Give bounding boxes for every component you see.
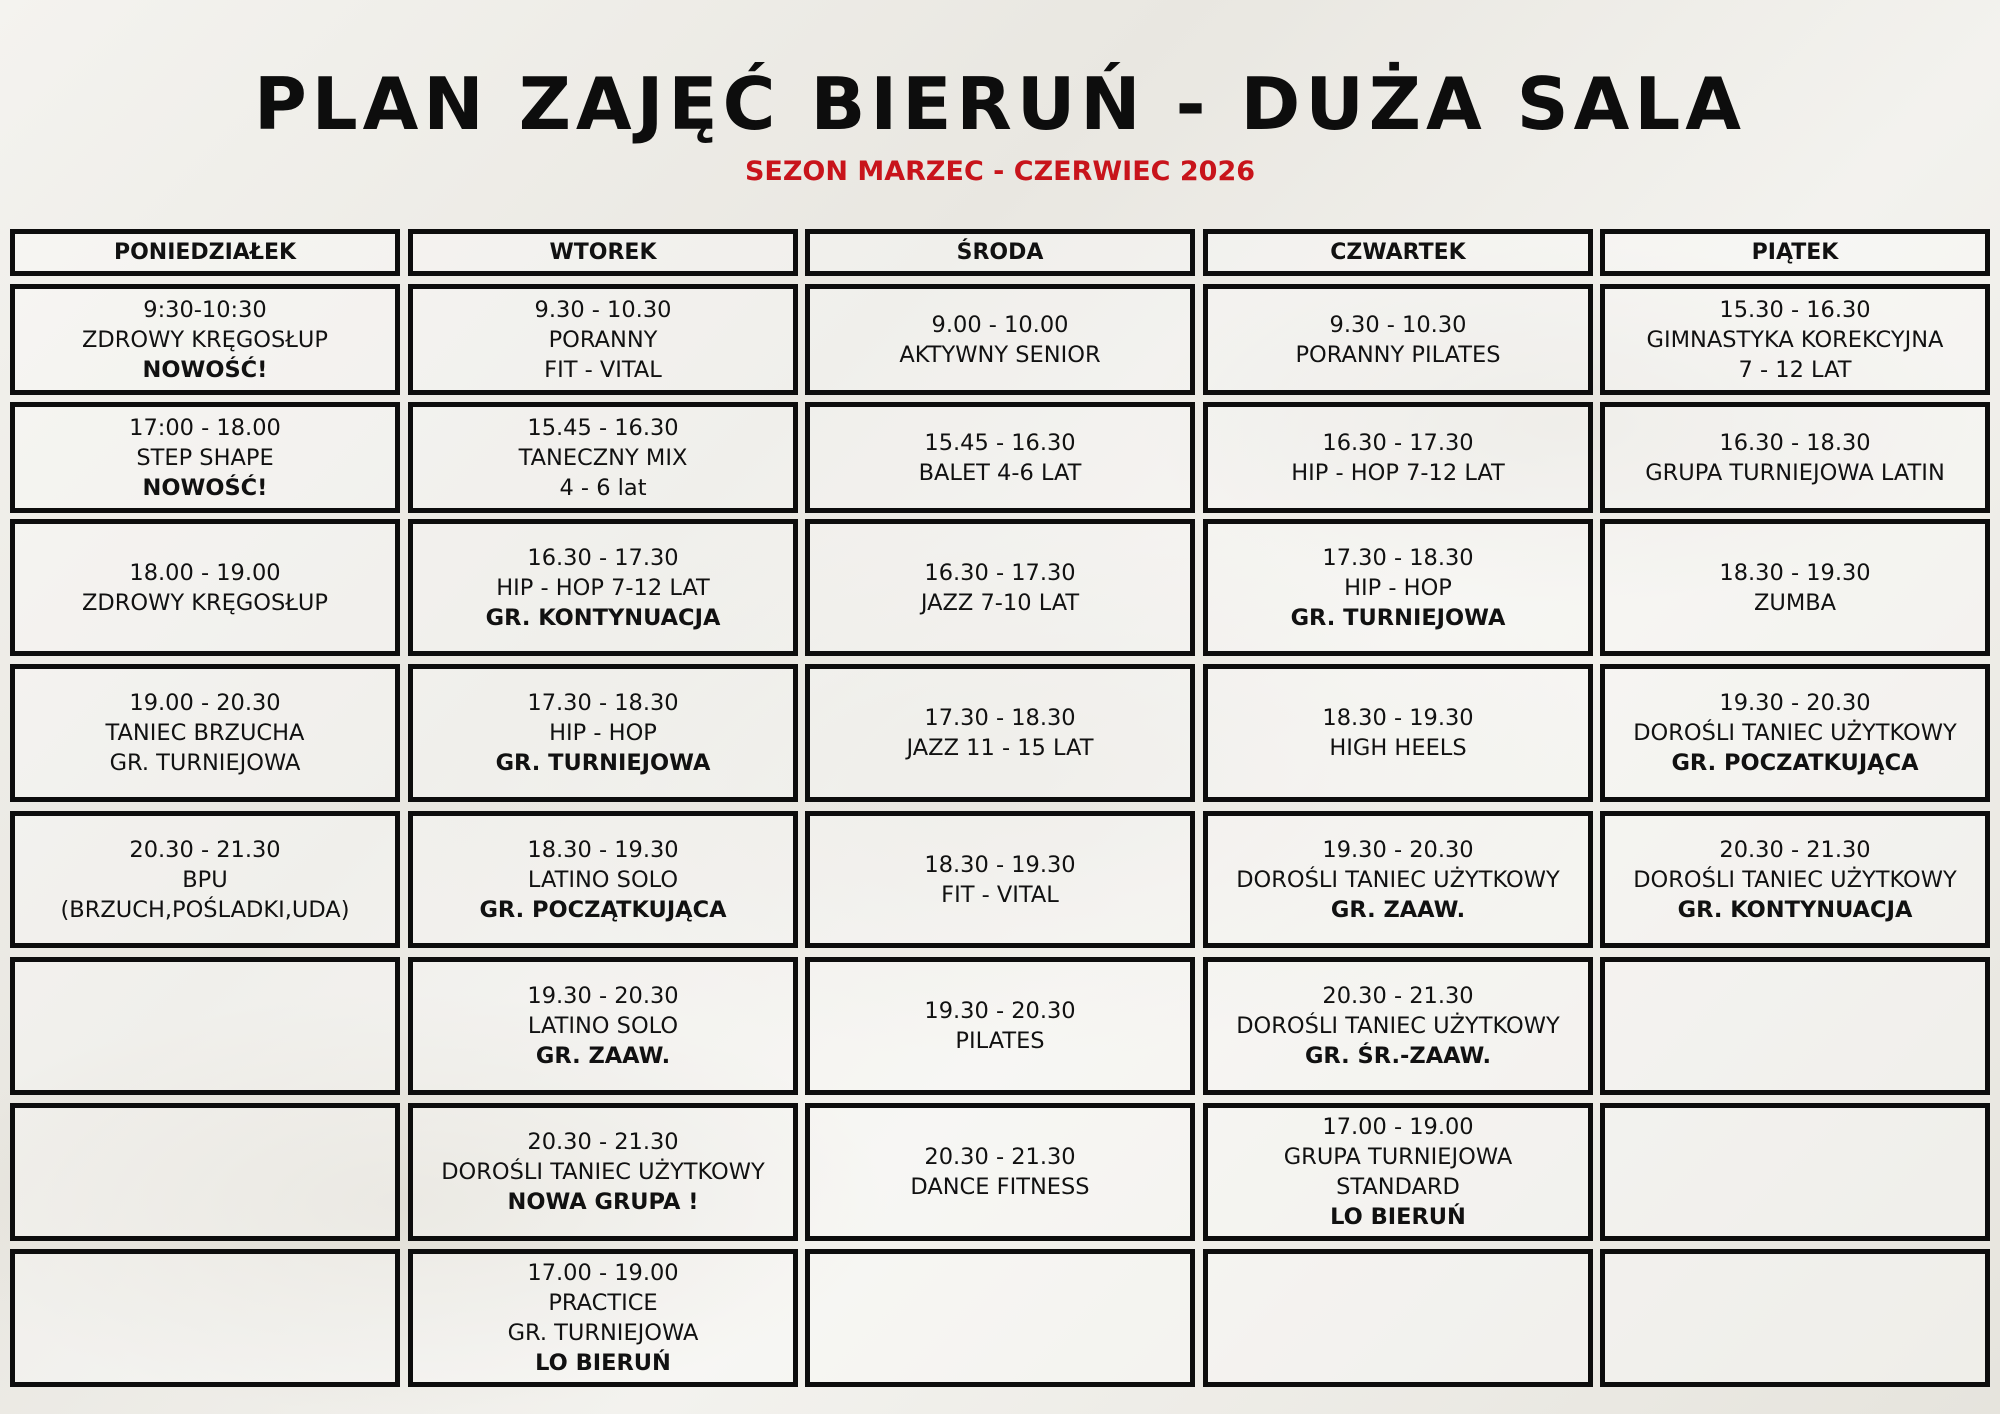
class-name: HIGH HEELS xyxy=(1329,735,1467,761)
class-name: GR. POCZĄTKUJĄCA xyxy=(479,896,727,923)
schedule-cell xyxy=(1203,811,1593,948)
class-name: PRACTICE xyxy=(548,1290,658,1316)
class-name: LO BIERUŃ xyxy=(1330,1204,1466,1230)
schedule-cell xyxy=(805,402,1195,513)
class-name: HIP - HOP xyxy=(1344,574,1452,601)
schedule-cell xyxy=(10,1249,400,1387)
class-name: PILATES xyxy=(955,1028,1045,1054)
class-name: GR. ŚR.-ZAAW. xyxy=(1304,1043,1492,1069)
schedule-cell xyxy=(805,664,1195,802)
schedule-cell xyxy=(1600,1103,1990,1241)
day-header: WTOREK xyxy=(408,229,798,276)
class-time: 17:00 - 18.00 xyxy=(129,414,281,441)
class-name: TANECZNY MIX xyxy=(518,444,688,471)
class-time: 9.00 - 10.00 xyxy=(931,311,1069,338)
class-name: DANCE FITNESS xyxy=(910,1174,1090,1200)
class-name: GR. TURNIEJOWA xyxy=(109,750,301,776)
class-name: LATINO SOLO xyxy=(527,1013,679,1039)
class-name: DOROŚLI TANIEC UŻYTKOWY xyxy=(1633,720,1957,746)
class-name: GR. TURNIEJOWA xyxy=(507,1320,699,1346)
class-name: GR. KONTYNUACJA xyxy=(485,604,721,631)
schedule-cell xyxy=(805,1103,1195,1241)
class-time: 20.30 - 21.30 xyxy=(129,836,281,863)
class-name: GRUPA TURNIEJOWA LATIN xyxy=(1645,459,1945,486)
schedule-cell xyxy=(1203,519,1593,656)
class-name: GRUPA TURNIEJOWA xyxy=(1283,1144,1513,1170)
schedule-cell xyxy=(1203,1249,1593,1387)
class-time: 15.45 - 16.30 xyxy=(924,429,1076,456)
schedule-cell xyxy=(1203,402,1593,513)
class-name: 4 - 6 lat xyxy=(559,474,647,501)
class-time: 17.30 - 18.30 xyxy=(1322,544,1474,571)
schedule-cell xyxy=(1600,402,1990,513)
schedule-cell xyxy=(805,957,1195,1095)
schedule-cell xyxy=(408,1103,798,1241)
schedule-cell xyxy=(408,284,798,395)
class-name: TANIEC BRZUCHA xyxy=(105,720,305,746)
class-time: 16.30 - 17.30 xyxy=(527,544,679,571)
class-time: 17.00 - 19.00 xyxy=(527,1260,679,1286)
schedule-cell xyxy=(1600,284,1990,395)
class-time: 20.30 - 21.30 xyxy=(527,1129,679,1155)
class-time: 18.00 - 19.00 xyxy=(129,559,281,586)
schedule-cell xyxy=(1600,664,1990,802)
class-name: JAZZ 11 - 15 LAT xyxy=(906,735,1094,761)
class-time: 18.30 - 19.30 xyxy=(1719,559,1871,586)
class-time: 20.30 - 21.30 xyxy=(1719,836,1871,863)
day-header: CZWARTEK xyxy=(1203,229,1593,276)
class-time: 9.30 - 10.30 xyxy=(1329,311,1467,338)
schedule-cell xyxy=(805,811,1195,948)
class-time: 18.30 - 19.30 xyxy=(924,851,1076,878)
class-time: 16.30 - 18.30 xyxy=(1719,429,1871,456)
class-name: FIT - VITAL xyxy=(544,356,662,383)
class-name: DOROŚLI TANIEC UŻYTKOWY xyxy=(441,1159,765,1185)
class-name: LO BIERUŃ xyxy=(535,1350,671,1376)
schedule-cell xyxy=(408,519,798,656)
class-name: GR. ZAAW. xyxy=(1330,896,1466,923)
class-time: 17.30 - 18.30 xyxy=(924,705,1076,731)
class-name: PORANNY PILATES xyxy=(1295,341,1501,368)
schedule-cell xyxy=(408,664,798,802)
day-header: ŚRODA xyxy=(805,229,1195,276)
class-name: ZDROWY KRĘGOSŁUP xyxy=(82,589,328,616)
class-name: NOWA GRUPA ! xyxy=(507,1189,699,1215)
schedule-cell xyxy=(10,519,400,656)
class-name: NOWOŚĆ! xyxy=(142,356,268,383)
schedule-cell xyxy=(408,1249,798,1387)
class-name: AKTYWNY SENIOR xyxy=(899,341,1101,368)
class-time: 17.30 - 18.30 xyxy=(527,690,679,716)
day-header: PONIEDZIAŁEK xyxy=(10,229,400,276)
class-time: 19.30 - 20.30 xyxy=(1322,836,1474,863)
schedule-cell xyxy=(10,664,400,802)
class-time: 18.30 - 19.30 xyxy=(527,836,679,863)
class-name: GR. POCZATKUJĄCA xyxy=(1671,750,1919,776)
schedule-cell xyxy=(10,811,400,948)
class-name: LATINO SOLO xyxy=(527,866,679,893)
class-name: PORANNY xyxy=(548,326,658,353)
schedule-cell xyxy=(1203,284,1593,395)
schedule-cell xyxy=(10,284,400,395)
class-time: 19.00 - 20.30 xyxy=(129,690,281,716)
class-name: FIT - VITAL xyxy=(941,881,1059,908)
class-time: 19.30 - 20.30 xyxy=(527,983,679,1009)
schedule-cell xyxy=(805,519,1195,656)
schedule-cell xyxy=(1203,664,1593,802)
class-time: 20.30 - 21.30 xyxy=(1322,983,1474,1009)
schedule-cell xyxy=(10,1103,400,1241)
class-name: HIP - HOP 7-12 LAT xyxy=(496,574,710,601)
class-name: ZDROWY KRĘGOSŁUP xyxy=(82,326,328,353)
class-time: 18.30 - 19.30 xyxy=(1322,705,1474,731)
class-name: GIMNASTYKA KOREKCYJNA xyxy=(1646,326,1944,353)
class-time: 20.30 - 21.30 xyxy=(924,1144,1076,1170)
class-name: GR. TURNIEJOWA xyxy=(495,750,711,776)
class-name: GR. TURNIEJOWA xyxy=(1290,604,1506,631)
class-time: 9:30-10:30 xyxy=(143,296,267,323)
schedule-cell xyxy=(1600,811,1990,948)
schedule-cell xyxy=(10,402,400,513)
class-time: 17.00 - 19.00 xyxy=(1322,1114,1474,1140)
class-name: BPU xyxy=(182,866,228,893)
class-time: 16.30 - 17.30 xyxy=(1322,429,1474,456)
class-name: HIP - HOP xyxy=(549,720,657,746)
schedule-cell xyxy=(1600,1249,1990,1387)
class-time: 9.30 - 10.30 xyxy=(534,296,672,323)
class-name: HIP - HOP 7-12 LAT xyxy=(1291,459,1505,486)
schedule-cell xyxy=(1600,957,1990,1095)
class-time: 15.45 - 16.30 xyxy=(527,414,679,441)
class-name: STANDARD xyxy=(1336,1174,1460,1200)
class-time: 16.30 - 17.30 xyxy=(924,559,1076,586)
class-time: 19.30 - 20.30 xyxy=(924,998,1076,1024)
class-time: 15.30 - 16.30 xyxy=(1719,296,1871,323)
schedule-cell xyxy=(10,957,400,1095)
class-name: NOWOŚĆ! xyxy=(142,474,268,501)
schedule-cell xyxy=(805,1249,1195,1387)
schedule-cell xyxy=(408,811,798,948)
class-name: STEP SHAPE xyxy=(136,444,274,471)
class-name: 7 - 12 LAT xyxy=(1738,356,1852,383)
schedule-cell xyxy=(1203,957,1593,1095)
class-name: DOROŚLI TANIEC UŻYTKOWY xyxy=(1633,866,1957,893)
class-name: GR. ZAAW. xyxy=(535,1043,671,1069)
class-name: DOROŚLI TANIEC UŻYTKOWY xyxy=(1236,866,1560,893)
class-name: ZUMBA xyxy=(1753,589,1837,616)
class-name: DOROŚLI TANIEC UŻYTKOWY xyxy=(1236,1013,1560,1039)
schedule-cell xyxy=(408,402,798,513)
schedule-cell xyxy=(408,957,798,1095)
class-name: (BRZUCH,POŚLADKI,UDA) xyxy=(60,896,350,923)
class-name: BALET 4-6 LAT xyxy=(918,459,1082,486)
class-name: GR. KONTYNUACJA xyxy=(1677,896,1913,923)
schedule-cell xyxy=(805,284,1195,395)
page-title: PLAN ZAJĘĆ BIERUŃ - DUŻA SALA xyxy=(254,62,1746,146)
class-name: JAZZ 7-10 LAT xyxy=(920,589,1080,616)
schedule-cell xyxy=(1600,519,1990,656)
page-subtitle: SEZON MARZEC - CZERWIEC 2026 xyxy=(744,156,1256,187)
schedule-cell xyxy=(1203,1103,1593,1241)
class-time: 19.30 - 20.30 xyxy=(1719,690,1871,716)
day-header: PIĄTEK xyxy=(1600,229,1990,276)
